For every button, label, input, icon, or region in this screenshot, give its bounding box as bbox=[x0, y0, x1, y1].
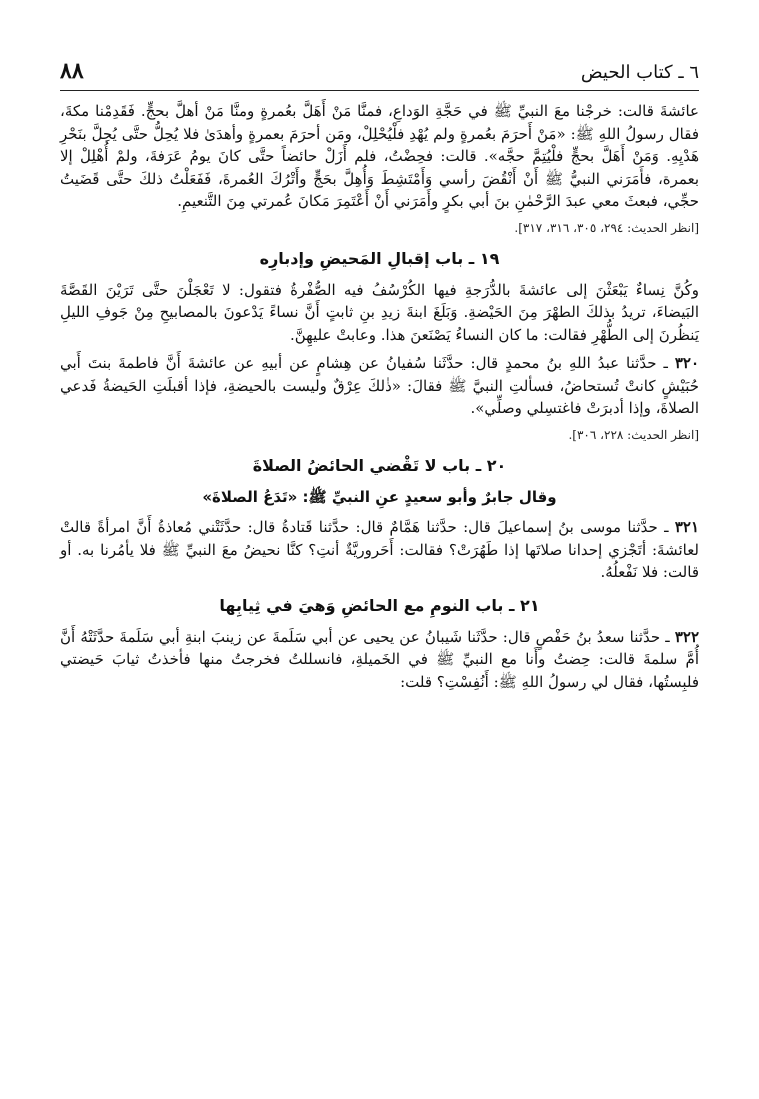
chapter-subheading: وقال جابرٌ وأبو سعيدٍ عنِ النبيِّ ﷺ: «تَدَعُ الصلاةَ» bbox=[202, 487, 557, 506]
chapter-heading: ٢١ ـ باب النومِ مع الحائضِ وَهيَ في ثِيابِها bbox=[219, 595, 540, 615]
hadith-paragraph: عائشةَ قالت: خرجْنا معَ النبيِّ ﷺ في حَجَّةِ الوَداعِ، فمنَّا مَنْ أَهَلَّ بعُمرةٍ ومنَّا مَنْ أهلَّ بحجٍّ. فَقَدِمْنا مكةَ، فقال رسولُ اللهِ ﷺ: «مَنْ أَحرَمَ بعُمرةٍ ولم يُهْدِ فلْيُحْلِلْ، ومَن أحرَمَ بعمرةٍ وأهدَىٰ فلا يُحِلُّ حتَّى يُحِلَّ بنَحْرِ هَدْيِهِ. وَمَنْ أَهَلَّ بحجٍّ فلْيُتِمَّ حجَّه». قالت: فحِضْتُ، فلم أَزَلْ حائضاً حتَّى كانَ يومُ عَرَفةَ، ولمْ أُهْلِلْ إلا بعمرة، فأَمَرَني النبيُّ ﷺ أَنْ أَنْقُضَ رأسي وَأَمْتَشِطَ وَأُهِلَّ بحَجٍّ وأَتْرُكَ العُمرةَ، فَفَعَلْتُ ذلكَ حتَّى قَضَيتُ حجِّي، فبعثَ معي عبدَ الرَّحْمٰنِ بنَ أبي بكرٍ وأَمَرَني أَنْ أَعْتَمِرَ مَكانَ عُمرتي مِنَ التَّنعيمِ. bbox=[60, 102, 699, 210]
page-body bbox=[60, 100, 699, 699]
page-header bbox=[60, 58, 699, 91]
hadith-paragraph bbox=[60, 626, 699, 694]
hadith-paragraph bbox=[60, 352, 699, 420]
chapter-title: ٦ ـ كتاب الحيض bbox=[580, 62, 699, 83]
chapter-heading: ١٩ ـ باب إقبالِ المَحيضِ وإدبارِه bbox=[259, 248, 500, 268]
hadith-paragraph bbox=[60, 516, 699, 584]
cross-reference: [انظر الحديث: ٢٢٨، ٣٠٦]. bbox=[568, 427, 699, 442]
hadith-text: ـ حدَّثنا موسى بنُ إسماعيلَ قال: حدَّثنا هَمَّامٌ قال: حدَّثنا قَتادةُ قال: حدَّثَتْني مُعاذةُ أَنَّ امرأةً قالتْ لعائشةَ: أتَجْزي إحدانا صلاتَها إذا طَهُرَتْ؟ فقالت: أَحَروريَّةٌ أنتِ؟ كنَّا نحيضُ معَ النبيِّ ﷺ فلا يأمُرنا به. أو قالت: فلا نَفْعلُهُ. bbox=[60, 518, 699, 581]
cross-reference: [انظر الحديث: ٢٩٤، ٣٠٥، ٣١٦، ٣١٧]. bbox=[514, 220, 699, 235]
hadith-text: ـ حدَّثنا سعدُ بنُ حَفْصٍ قال: حدَّثَنا شَيبانُ عن يحيى عن أبي سَلَمةَ عن زينبَ ابنةِ أبي سَلَمةَ حدَّثَتْهُ أَنَّ أُمَّ سلمةَ قالت: حِضتُ وأَنا مع النبيِّ ﷺ في الخَميلةِ، فانسللتُ فخرجتُ منها فأخذتُ ثيابَ حَيضتي فلبِستُها، فقال لي رسولُ اللهِ ﷺ: أَنُفِسْتِ؟ قلت: bbox=[60, 627, 699, 691]
hadith-number: ٣٢٢ bbox=[674, 627, 699, 646]
chapter-heading: ٢٠ ـ باب لا تَقْضي الحائضُ الصلاةَ bbox=[252, 455, 507, 475]
page-number: ٨٨ bbox=[60, 58, 84, 84]
hadith-number: ٣٢٠ bbox=[674, 354, 699, 372]
narration-paragraph: وكُنَّ نِساءٌ يَبْعَثْنَ إلى عائشةَ بالدُّرَجةِ فيها الكُرْسُفُ فيه الصُّفْرةُ فتقول: لا تَعْجَلْنَ حتَّى تَرَيْنَ القَصَّةَ البَيضاءَ، تريدُ بذلكَ الطهْرَ مِنَ الحَيْضةِ. وَبَلَغَ ابنةَ زيدِ بنِ ثابتٍ أَنَّ نساءً يَدْعونَ بالمصابيحِ مِنْ جَوفِ الليلِ يَنظُرنَ إلى الطُّهْرِ فقالت: ما كان النساءُ يَصْنَعنَ هذا. وعابتْ عليهِنَّ. bbox=[60, 280, 699, 344]
hadith-text: ـ حدَّثنا عبدُ اللهِ بنُ محمدٍ قال: حدَّثَنا سُفيانُ عن هِشامٍ عن أبيهِ عن عائشةَ أَنَّ فاطمةَ بنتَ أَبي حُبَيْشٍ كانتْ تُستحاضُ، فسألتِ النبيَّ ﷺ فقالَ: «ذٰلكَ عِرْقٌ وليست بالحيضةِ، فإذا أقبلَتِ الحَيضةُ فَدعي الصلاةَ، وإذا أدبرَتْ فاغتسِلي وصلِّي». bbox=[60, 354, 699, 417]
hadith-number: ٣٢١ bbox=[674, 518, 699, 536]
